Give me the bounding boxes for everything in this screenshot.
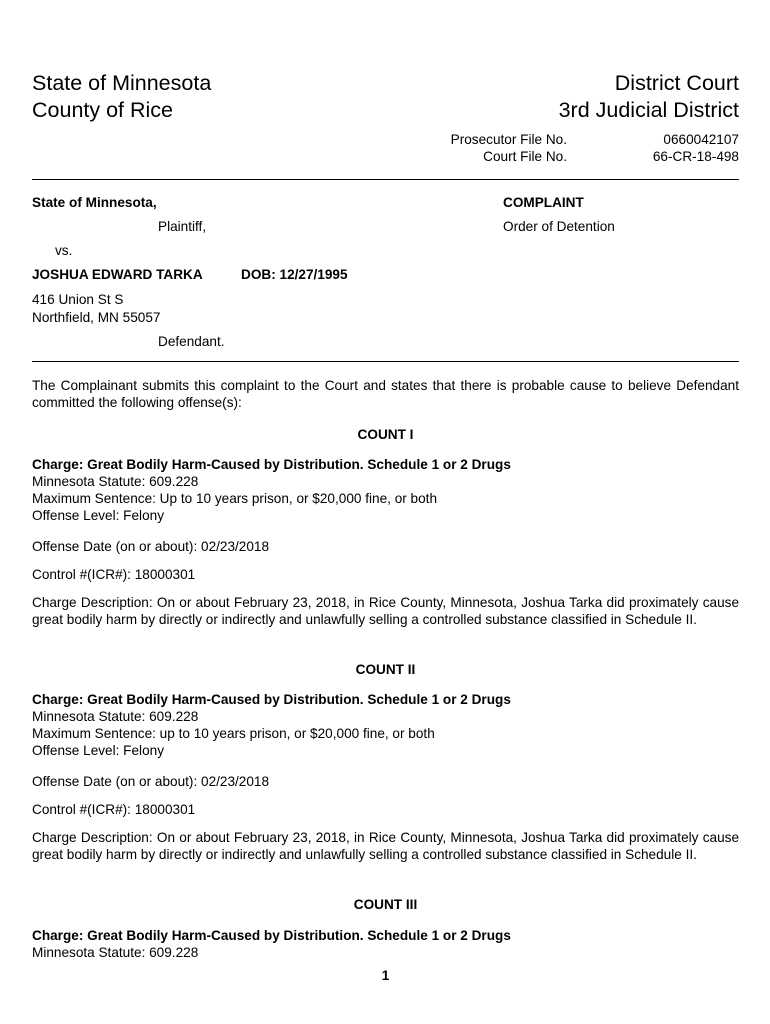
plaintiff-name: State of Minnesota, [32,195,157,210]
court-file-label: Court File No. [483,149,567,164]
jurisdiction [32,70,211,124]
document-type: COMPLAINT [503,195,584,210]
court-name: District Court [614,71,739,95]
court-info [559,70,739,124]
district-name: 3rd Judicial District [558,98,739,122]
charge: Charge: Great Bodily Harm-Caused by Distribution. Schedule 1 or 2 Drugs [32,457,511,472]
maximum-sentence: Maximum Sentence: Up to 10 years prison, or $20,000 fine, or both [32,491,438,506]
count-title: COUNT II [355,662,416,677]
defendant-name: JOSHUA EDWARD TARKA [32,267,203,282]
divider [32,361,739,362]
defendant-address-line2: Northfield, MN 55057 [32,310,161,325]
court-file-number: 66-CR-18-498 [652,149,739,164]
complaint-page [32,0,739,1024]
plaintiff-role: Plaintiff, [158,219,207,234]
charge-description: Charge Description: On or about February 23, 2018, in Rice County, Minnesota, Joshua Tarka did proximately cause great bodily harm by directly or indirectly and unlawfully selling a controlled substance classified in Schedule II. [32,830,739,862]
county-name: County of Rice [32,98,174,122]
order-type: Order of Detention [503,219,615,234]
offense-date: Offense Date (on or about): 02/23/2018 [32,539,270,554]
state-name: State of Minnesota [32,71,212,95]
charge: Charge: Great Bodily Harm-Caused by Distribution. Schedule 1 or 2 Drugs [32,928,511,943]
count-title: COUNT I [357,427,414,442]
versus: vs. [55,243,73,258]
divider [32,179,739,180]
prosecutor-file-label: Prosecutor File No. [450,132,567,147]
defendant-role: Defendant. [158,334,225,349]
control-number: Control #(ICR#): 18000301 [32,802,196,817]
defendant-address-line1: 416 Union St S [32,292,124,307]
statute: Minnesota Statute: 609.228 [32,709,199,724]
count-details [32,456,739,524]
offense-level: Offense Level: Felony [32,743,164,758]
maximum-sentence: Maximum Sentence: up to 10 years prison, or $20,000 fine, or both [32,726,435,741]
control-number: Control #(ICR#): 18000301 [32,567,196,582]
offense-date: Offense Date (on or about): 02/23/2018 [32,774,270,789]
count-title: COUNT III [353,897,418,912]
charge-description: Charge Description: On or about February 23, 2018, in Rice County, Minnesota, Joshua Tarka did proximately cause great bodily harm by directly or indirectly and unlawfully selling a controlled substance classified in Schedule II. [32,595,739,627]
statute: Minnesota Statute: 609.228 [32,474,199,489]
page-number: 1 [381,968,390,983]
statute: Minnesota Statute: 609.228 [32,945,199,960]
charge: Charge: Great Bodily Harm-Caused by Distribution. Schedule 1 or 2 Drugs [32,692,511,707]
prosecutor-file-number: 0660042107 [663,132,739,147]
count-details [32,927,739,961]
count-details [32,691,739,759]
intro-paragraph: The Complainant submits this complaint to the Court and states that there is probable cause to believe Defendant committed the following offense(s): [32,378,739,410]
defendant-dob: DOB: 12/27/1995 [241,267,348,282]
offense-level: Offense Level: Felony [32,508,164,523]
